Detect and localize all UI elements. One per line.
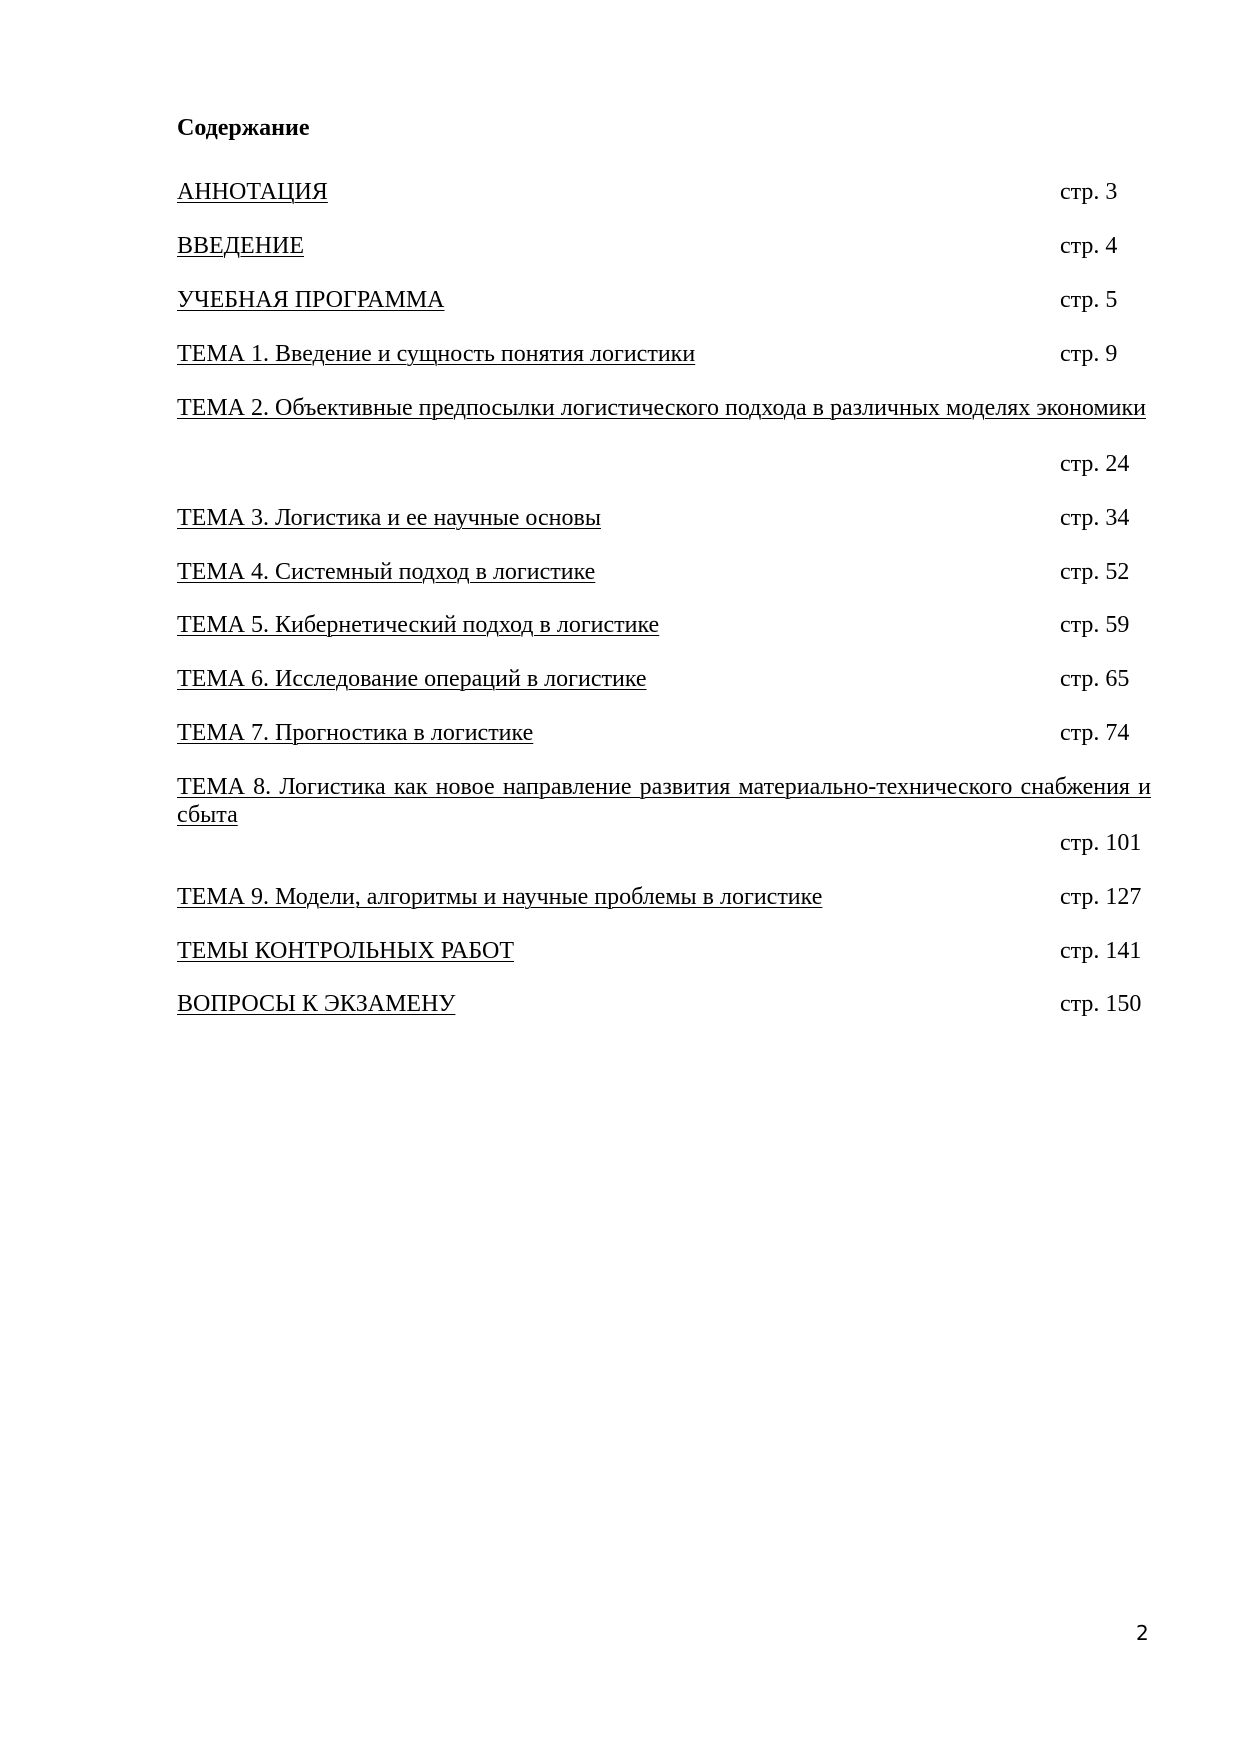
toc-link-introduction[interactable]: ВВЕДЕНИЕ [177, 233, 305, 259]
toc-link-topic-8[interactable]: ТЕМА 8. Логистика как новое направление развития материально-технического снабжения и сбыта [177, 774, 1151, 828]
toc-page-ref: стр. 74 [1060, 720, 1130, 746]
toc-link-topic-9[interactable]: ТЕМА 9. Модели, алгоритмы и научные проблемы в логистике [177, 884, 823, 910]
toc-entry-topic-1 [177, 340, 1151, 368]
toc-link-topic-2[interactable]: ТЕМА 2. Объективные предпосылки логистического подхода в различных моделях экономики [177, 395, 1147, 421]
toc-entry-test-topics [177, 937, 1151, 965]
toc-page-ref: стр. 34 [1060, 505, 1130, 531]
toc-page-ref: стр. 3 [1060, 179, 1118, 205]
toc-page-ref: стр. 4 [1060, 233, 1118, 259]
page-number: 2 [1136, 1621, 1149, 1645]
toc-page-ref: стр. 150 [1060, 991, 1142, 1017]
toc-link-annotation[interactable]: АННОТАЦИЯ [177, 179, 328, 205]
toc-page-ref: стр. 101 [1060, 830, 1142, 856]
toc-entry-topic-9 [177, 883, 1151, 911]
toc-link-exam-questions[interactable]: ВОПРОСЫ К ЭКЗАМЕНУ [177, 991, 456, 1017]
toc-entry-annotation [177, 178, 1151, 206]
toc-page-ref: стр. 9 [1060, 341, 1118, 367]
toc-entry-topic-3 [177, 504, 1151, 532]
toc-link-topic-4[interactable]: ТЕМА 4. Системный подход в логистике [177, 559, 596, 585]
toc-entry-topic-4 [177, 558, 1151, 586]
toc-link-topic-6[interactable]: ТЕМА 6. Исследование операций в логистике [177, 666, 647, 692]
toc-page-ref: стр. 127 [1060, 884, 1142, 910]
toc-page-ref: стр. 52 [1060, 559, 1130, 585]
toc-link-topic-1[interactable]: ТЕМА 1. Введение и сущность понятия логистики [177, 341, 696, 367]
toc-link-test-topics[interactable]: ТЕМЫ КОНТРОЛЬНЫХ РАБОТ [177, 938, 514, 964]
toc-page-ref: стр. 24 [1060, 451, 1130, 477]
toc-entry-introduction [177, 232, 1151, 260]
toc-link-topic-3[interactable]: ТЕМА 3. Логистика и ее научные основы [177, 505, 601, 531]
toc-entry-topic-8 [177, 773, 1151, 856]
toc-entry-exam-questions [177, 990, 1151, 1018]
toc-link-topic-7[interactable]: ТЕМА 7. Прогностика в логистике [177, 720, 534, 746]
toc-link-curriculum[interactable]: УЧЕБНАЯ ПРОГРАММА [177, 287, 445, 313]
toc-page-ref: стр. 5 [1060, 287, 1118, 313]
toc-entry-topic-7 [177, 719, 1151, 747]
toc-page-ref: стр. 59 [1060, 612, 1130, 638]
toc-entry-topic-5 [177, 611, 1151, 639]
toc-link-topic-5[interactable]: ТЕМА 5. Кибернетический подход в логистике [177, 612, 660, 638]
toc-entry-topic-6 [177, 665, 1151, 693]
toc-heading: Содержание [177, 115, 310, 141]
toc-entry-topic-2 [177, 394, 1151, 477]
toc-page-ref: стр. 141 [1060, 938, 1142, 964]
toc-page-ref: стр. 65 [1060, 666, 1130, 692]
toc-entry-curriculum [177, 286, 1151, 314]
